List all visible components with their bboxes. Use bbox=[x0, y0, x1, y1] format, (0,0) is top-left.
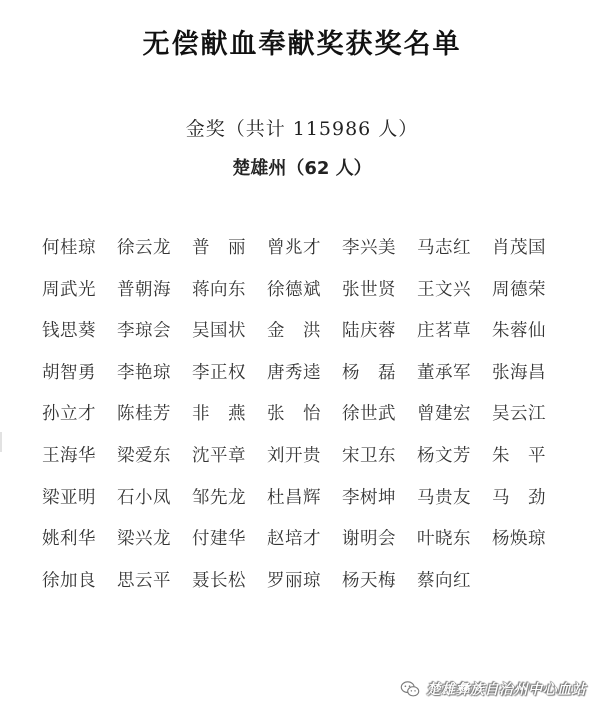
edge-marker bbox=[0, 432, 2, 452]
winner-name: 李艳琼 bbox=[117, 362, 171, 383]
winner-name: 梁亚明 bbox=[42, 487, 96, 508]
winner-name: 周武光 bbox=[42, 279, 96, 300]
winner-name: 朱蓉仙 bbox=[492, 321, 546, 342]
winner-name: 张海昌 bbox=[492, 362, 546, 383]
winner-name: 非 燕 bbox=[192, 404, 246, 425]
winner-name: 杨文芳 bbox=[417, 445, 471, 466]
winner-name: 曾兆才 bbox=[267, 238, 321, 258]
winner-name: 梁兴龙 bbox=[117, 529, 171, 550]
winner-name: 孙立才 bbox=[42, 404, 96, 425]
winner-name: 徐加良 bbox=[42, 570, 96, 591]
winner-name: 钱思葵 bbox=[42, 321, 96, 342]
winner-name: 李兴美 bbox=[342, 238, 396, 258]
winner-name: 陈桂芳 bbox=[117, 404, 171, 425]
winner-name: 叶晓东 bbox=[417, 529, 471, 550]
winner-name: 李琼会 bbox=[117, 321, 171, 342]
winner-name: 何桂琼 bbox=[42, 238, 96, 258]
winner-name: 李正权 bbox=[192, 362, 246, 383]
winner-name: 梁爱东 bbox=[117, 445, 171, 466]
winner-name: 杨天梅 bbox=[342, 570, 396, 591]
winner-name: 陆庆蓉 bbox=[342, 321, 396, 342]
winner-names-grid bbox=[42, 236, 574, 610]
winner-name: 胡智勇 bbox=[42, 362, 96, 383]
region-heading: 楚雄州（62 人） bbox=[232, 158, 372, 179]
winner-name: 唐秀逵 bbox=[267, 362, 321, 383]
winner-name: 周德荣 bbox=[492, 279, 546, 300]
winner-name: 杨焕琼 bbox=[492, 529, 546, 550]
winner-name: 吴云江 bbox=[492, 404, 546, 425]
winner-name: 姚利华 bbox=[42, 529, 96, 550]
winner-name: 赵培才 bbox=[267, 529, 321, 550]
winner-name: 董承军 bbox=[417, 362, 471, 383]
watermark-text: 楚雄彝族自治州中心血站 bbox=[426, 682, 586, 698]
winner-name: 沈平章 bbox=[192, 445, 246, 466]
winner-name: 石小凤 bbox=[117, 487, 171, 508]
winner-name: 谢明会 bbox=[342, 529, 396, 550]
winner-name: 邹先龙 bbox=[192, 487, 246, 508]
winner-name: 付建华 bbox=[192, 529, 246, 550]
winner-name: 思云平 bbox=[117, 570, 171, 591]
winner-name: 杜昌辉 bbox=[267, 487, 321, 508]
winner-name: 杨 磊 bbox=[342, 362, 396, 383]
winner-name: 庄茗草 bbox=[417, 321, 471, 342]
page-title: 无偿献血奉献奖获奖名单 bbox=[142, 29, 462, 60]
winner-name: 马贵友 bbox=[417, 487, 471, 508]
winner-name: 张 怡 bbox=[267, 404, 321, 425]
winner-name: 宋卫东 bbox=[342, 445, 396, 466]
winner-name: 蔡向红 bbox=[417, 570, 471, 591]
winner-name: 聂长松 bbox=[192, 570, 246, 591]
winner-name: 罗丽琼 bbox=[267, 570, 321, 591]
wechat-icon bbox=[399, 678, 421, 700]
watermark bbox=[399, 678, 587, 700]
winner-name: 肖茂国 bbox=[492, 238, 546, 258]
winner-name: 徐云龙 bbox=[117, 238, 171, 258]
winner-name: 曾建宏 bbox=[417, 404, 471, 425]
winner-name: 李树坤 bbox=[342, 487, 396, 508]
winner-name: 张世贤 bbox=[342, 279, 396, 300]
winner-name: 普朝海 bbox=[117, 279, 171, 300]
winner-name: 金 洪 bbox=[267, 321, 321, 342]
winner-name: 吴国状 bbox=[192, 321, 246, 342]
winner-name: 普 丽 bbox=[192, 238, 246, 258]
award-category: 金奖（共计 115986 人） bbox=[185, 118, 419, 140]
winner-name: 王文兴 bbox=[417, 279, 471, 300]
winner-name: 刘开贵 bbox=[267, 445, 321, 466]
winner-name: 徐世武 bbox=[342, 404, 396, 425]
winner-name: 蒋向东 bbox=[192, 279, 246, 300]
winner-name: 王海华 bbox=[42, 445, 96, 466]
winner-name: 朱 平 bbox=[492, 445, 546, 466]
winner-name: 马 劲 bbox=[492, 487, 546, 508]
winner-name: 徐德斌 bbox=[267, 279, 321, 300]
winner-name: 马志红 bbox=[417, 238, 471, 258]
